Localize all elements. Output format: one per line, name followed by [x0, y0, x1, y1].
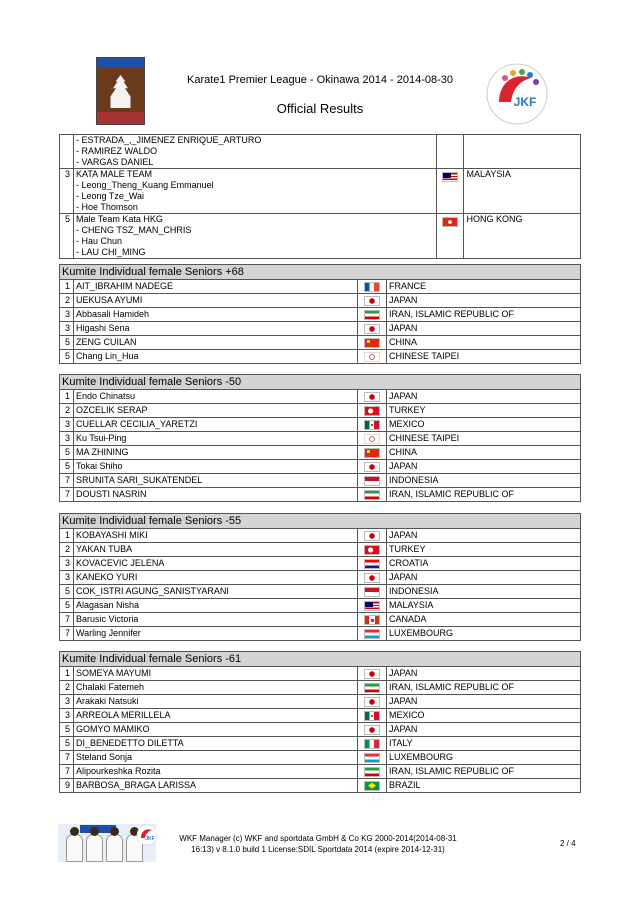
country-name: IRAN, ISLAMIC REPUBLIC OF — [387, 308, 581, 322]
jp-flag-icon — [364, 531, 380, 541]
result-row — [60, 765, 581, 779]
team-row — [60, 135, 581, 169]
rank-cell: 7 — [60, 751, 74, 765]
result-row — [60, 280, 581, 294]
team-member: - CHENG TSZ_MAN_CHRIS — [76, 225, 192, 235]
team-row — [60, 214, 581, 259]
rank-cell: 2 — [60, 404, 74, 418]
result-row — [60, 613, 581, 627]
athlete-name: Abbasali Hamideh — [74, 308, 358, 322]
rank-cell: 1 — [60, 667, 74, 681]
athlete-name: Chalaki Fatemeh — [74, 681, 358, 695]
id-flag-icon — [364, 476, 380, 486]
result-row — [60, 571, 581, 585]
event-poster-image — [96, 57, 145, 125]
team-member-name: ESTRADA_,_JIMENEZ ENRIQUE_ARTURO — [81, 135, 262, 145]
rank-cell: 5 — [60, 214, 74, 259]
flag-cell — [358, 779, 387, 793]
jkf-footer-logo — [136, 824, 158, 846]
athlete-name: Ku Tsui-Ping — [74, 432, 358, 446]
country-name: FRANCE — [387, 280, 581, 294]
country-cell: MALAYSIA — [464, 169, 581, 214]
athlete-name: Endo Chinatsu — [74, 390, 358, 404]
athlete-name: Arakaki Natsuki — [74, 695, 358, 709]
flag-cell — [358, 737, 387, 751]
country-name: MEXICO — [387, 709, 581, 723]
rank-cell: 3 — [60, 695, 74, 709]
athlete-name: Tokai Shiho — [74, 460, 358, 474]
rank-cell: 3 — [60, 169, 74, 214]
rank-cell: 5 — [60, 350, 74, 364]
team-member-name: LAU CHI_MING — [81, 247, 146, 257]
jp-flag-icon — [364, 324, 380, 334]
country-name: IRAN, ISLAMIC REPUBLIC OF — [387, 765, 581, 779]
flag-cell — [358, 390, 387, 404]
athlete-name: SOMEYA MAYUMI — [74, 667, 358, 681]
athlete-name: KOVACEVIC JELENA — [74, 557, 358, 571]
rank-cell: 5 — [60, 723, 74, 737]
flag-cell — [358, 599, 387, 613]
result-row — [60, 474, 581, 488]
flag-cell — [437, 214, 464, 259]
country-name: INDONESIA — [387, 474, 581, 488]
result-row — [60, 460, 581, 474]
tr-flag-icon — [364, 545, 380, 555]
athlete-name: KOBAYASHI MIKI — [74, 529, 358, 543]
athlete-name: Alagasan Nisha — [74, 599, 358, 613]
result-row — [60, 779, 581, 793]
country-name: CHINA — [387, 446, 581, 460]
rank-cell: 7 — [60, 474, 74, 488]
result-row — [60, 322, 581, 336]
flag-cell — [358, 613, 387, 627]
athlete-name: Steland Sonja — [74, 751, 358, 765]
rank-cell: 3 — [60, 418, 74, 432]
athlete-name: MA ZHINING — [74, 446, 358, 460]
flag-cell — [358, 460, 387, 474]
flag-cell — [358, 557, 387, 571]
team-member: - Leong Tze_Wai — [76, 191, 145, 201]
rank-cell: 5 — [60, 460, 74, 474]
ir-flag-icon — [364, 767, 380, 777]
rank-cell: 7 — [60, 613, 74, 627]
country-name: JAPAN — [387, 667, 581, 681]
footer-line-1: WKF Manager (c) WKF and sportdata GmbH & Co KG 2000-2014(2014-08-31 — [179, 834, 457, 843]
section-title-row — [60, 514, 581, 529]
team-member-name: VARGAS DANIEL — [81, 157, 154, 167]
team-member: - RAMIREZ WALDO — [76, 146, 158, 156]
athlete-name: ARREOLA MERILLELA — [74, 709, 358, 723]
athlete-name: Barusic Victoria — [74, 613, 358, 627]
lu-flag-icon — [364, 753, 380, 763]
result-row — [60, 695, 581, 709]
flag-cell — [358, 404, 387, 418]
country-name: JAPAN — [387, 322, 581, 336]
country-name: JAPAN — [387, 695, 581, 709]
rank-cell: 5 — [60, 336, 74, 350]
rank-cell: 3 — [60, 557, 74, 571]
tr-flag-icon — [364, 406, 380, 416]
flag-cell — [358, 432, 387, 446]
rank-cell: 5 — [60, 599, 74, 613]
country-name: JAPAN — [387, 571, 581, 585]
svg-text:JKF: JKF — [145, 836, 155, 842]
result-row — [60, 543, 581, 557]
result-row — [60, 390, 581, 404]
ca-flag-icon — [364, 615, 380, 625]
result-row — [60, 446, 581, 460]
flag-cell — [358, 667, 387, 681]
result-row — [60, 585, 581, 599]
result-row — [60, 294, 581, 308]
athlete-name: Warling Jennifer — [74, 627, 358, 641]
svg-text:JKF: JKF — [513, 95, 537, 109]
team-member: - Leong_Theng_Kuang Emmanuel — [76, 180, 214, 190]
mx-flag-icon — [364, 711, 380, 721]
event-title: Karate1 Premier League - Okinawa 2014 - 2014-08-30 — [187, 74, 453, 86]
country-name: JAPAN — [387, 723, 581, 737]
page-number: 2 / 4 — [560, 839, 576, 848]
footer-text — [170, 833, 466, 855]
country-cell: HONG KONG — [464, 214, 581, 259]
country-name: MEXICO — [387, 418, 581, 432]
id-flag-icon — [364, 587, 380, 597]
br-flag-icon — [364, 781, 380, 791]
country-name: CHINESE TAIPEI — [387, 432, 581, 446]
team-member-name: Hoe Thomson — [81, 202, 138, 212]
result-row — [60, 667, 581, 681]
lu-flag-icon — [364, 629, 380, 639]
flag-cell — [358, 350, 387, 364]
rank-cell — [60, 135, 74, 169]
fr-flag-icon — [364, 282, 380, 292]
flag-cell — [358, 765, 387, 779]
team-cell — [74, 135, 437, 169]
section-title: Kumite Individual female Seniors -50 — [60, 375, 581, 390]
result-row — [60, 557, 581, 571]
jp-flag-icon — [364, 462, 380, 472]
jkf-logo — [485, 62, 549, 126]
flag-cell — [358, 446, 387, 460]
team-results-table — [59, 134, 581, 259]
rank-cell: 7 — [60, 765, 74, 779]
country-name: TURKEY — [387, 543, 581, 557]
country-name: CANADA — [387, 613, 581, 627]
flag-cell — [358, 529, 387, 543]
team-member-name: CHENG TSZ_MAN_CHRIS — [81, 225, 192, 235]
result-row — [60, 350, 581, 364]
athlete-name: DOUSTI NASRIN — [74, 488, 358, 502]
rank-cell: 5 — [60, 737, 74, 751]
flag-cell — [358, 723, 387, 737]
team-member: - LAU CHI_MING — [76, 247, 146, 257]
country-name: JAPAN — [387, 294, 581, 308]
team-name: Male Team Kata HKG — [76, 214, 163, 224]
rank-cell: 7 — [60, 627, 74, 641]
country-name: IRAN, ISLAMIC REPUBLIC OF — [387, 681, 581, 695]
flag-cell — [358, 474, 387, 488]
team-member-name: Leong_Theng_Kuang Emmanuel — [81, 180, 214, 190]
result-row — [60, 529, 581, 543]
result-row — [60, 709, 581, 723]
flag-cell — [358, 418, 387, 432]
rank-cell: 1 — [60, 529, 74, 543]
athlete-name: DI_BENEDETTO DILETTA — [74, 737, 358, 751]
flag-cell — [358, 681, 387, 695]
country-name: ITALY — [387, 737, 581, 751]
rank-cell: 1 — [60, 390, 74, 404]
result-row — [60, 488, 581, 502]
cn-flag-icon — [364, 448, 380, 458]
flag-cell — [358, 308, 387, 322]
flag-cell — [358, 585, 387, 599]
result-row — [60, 418, 581, 432]
athlete-name: KANEKO YURI — [74, 571, 358, 585]
result-row — [60, 737, 581, 751]
page-subtitle: Official Results — [276, 101, 364, 116]
rank-cell: 3 — [60, 322, 74, 336]
rank-cell: 3 — [60, 571, 74, 585]
athlete-name: SRUNITA SARI_SUKATENDEL — [74, 474, 358, 488]
team-member: - Hau Chun — [76, 236, 123, 246]
athlete-name: UEKUSA AYUMI — [74, 294, 358, 308]
results-section — [59, 651, 581, 793]
flag-cell — [358, 709, 387, 723]
tw-flag-icon — [364, 434, 380, 444]
country-name: LUXEMBOURG — [387, 751, 581, 765]
result-row — [60, 308, 581, 322]
result-row — [60, 336, 581, 350]
results-section — [59, 513, 581, 641]
result-row — [60, 627, 581, 641]
rank-cell: 5 — [60, 585, 74, 599]
athlete-name: COK_ISTRI AGUNG_SANISTYARANI — [74, 585, 358, 599]
flag-cell — [358, 336, 387, 350]
it-flag-icon — [364, 739, 380, 749]
country-name: BRAZIL — [387, 779, 581, 793]
country-name: CHINESE TAIPEI — [387, 350, 581, 364]
rank-cell: 3 — [60, 432, 74, 446]
result-row — [60, 723, 581, 737]
country-name: CHINA — [387, 336, 581, 350]
flag-cell — [358, 751, 387, 765]
team-cell — [74, 169, 437, 214]
rank-cell: 2 — [60, 681, 74, 695]
rank-cell: 3 — [60, 709, 74, 723]
rank-cell: 9 — [60, 779, 74, 793]
jp-flag-icon — [364, 725, 380, 735]
footer-line-2: 16:13) v 8.1.0 build 1 License:SDIL Sportdata 2014 (expire 2014-12-31) — [191, 845, 445, 854]
rank-cell: 5 — [60, 446, 74, 460]
team-cell — [74, 214, 437, 259]
team-member: - VARGAS DANIEL — [76, 157, 154, 167]
flag-cell — [358, 543, 387, 557]
rank-cell: 3 — [60, 308, 74, 322]
result-row — [60, 404, 581, 418]
flag-cell — [358, 695, 387, 709]
section-title: Kumite Individual female Seniors -55 — [60, 514, 581, 529]
result-row — [60, 599, 581, 613]
athlete-name: CUELLAR CECILIA_YARETZI — [74, 418, 358, 432]
athlete-name: YAKAN TUBA — [74, 543, 358, 557]
country-name: LUXEMBOURG — [387, 627, 581, 641]
jp-flag-icon — [364, 697, 380, 707]
section-title-row — [60, 375, 581, 390]
athlete-name: AIT_IBRAHIM NADEGE — [74, 280, 358, 294]
country-name: IRAN, ISLAMIC REPUBLIC OF — [387, 488, 581, 502]
section-title: Kumite Individual female Seniors +68 — [60, 265, 581, 280]
hr-flag-icon — [364, 559, 380, 569]
country-cell — [464, 135, 581, 169]
country-name: JAPAN — [387, 390, 581, 404]
rank-cell: 2 — [60, 543, 74, 557]
flag-cell — [358, 280, 387, 294]
results-section — [59, 374, 581, 502]
team-member: - Hoe Thomson — [76, 202, 138, 212]
flag-cell — [358, 294, 387, 308]
country-name: JAPAN — [387, 529, 581, 543]
country-name: INDONESIA — [387, 585, 581, 599]
hk-flag-icon — [442, 217, 458, 227]
country-name: CROATIA — [387, 557, 581, 571]
result-row — [60, 751, 581, 765]
section-title: Kumite Individual female Seniors -61 — [60, 652, 581, 667]
rank-cell: 2 — [60, 294, 74, 308]
jp-flag-icon — [364, 669, 380, 679]
result-row — [60, 681, 581, 695]
jp-flag-icon — [364, 392, 380, 402]
rank-cell: 7 — [60, 488, 74, 502]
jp-flag-icon — [364, 296, 380, 306]
ir-flag-icon — [364, 310, 380, 320]
ir-flag-icon — [364, 490, 380, 500]
flag-cell — [358, 488, 387, 502]
athlete-name: Alipourkeshka Rozita — [74, 765, 358, 779]
flag-cell — [437, 169, 464, 214]
ir-flag-icon — [364, 683, 380, 693]
flag-cell — [437, 135, 464, 169]
team-name: KATA MALE TEAM — [76, 169, 153, 179]
athlete-name: OZCELIK SERAP — [74, 404, 358, 418]
section-title-row — [60, 652, 581, 667]
country-name: JAPAN — [387, 460, 581, 474]
cn-flag-icon — [364, 338, 380, 348]
team-member-name: Leong Tze_Wai — [81, 191, 145, 201]
athlete-name: GOMYO MAMIKO — [74, 723, 358, 737]
athlete-name: Higashi Sena — [74, 322, 358, 336]
tw-flag-icon — [364, 352, 380, 362]
my-flag-icon — [442, 172, 458, 182]
country-name: MALAYSIA — [387, 599, 581, 613]
my-flag-icon — [364, 601, 380, 611]
team-member: - ESTRADA_,_JIMENEZ ENRIQUE_ARTURO — [76, 135, 262, 145]
country-name: TURKEY — [387, 404, 581, 418]
rank-cell: 1 — [60, 280, 74, 294]
flag-cell — [358, 322, 387, 336]
results-section — [59, 264, 581, 364]
mx-flag-icon — [364, 420, 380, 430]
athlete-name: ZENG CUILAN — [74, 336, 358, 350]
athlete-name: Chang Lin_Hua — [74, 350, 358, 364]
result-row — [60, 432, 581, 446]
athlete-name: BARBOSA_BRAGA LARISSA — [74, 779, 358, 793]
section-title-row — [60, 265, 581, 280]
team-row — [60, 169, 581, 214]
flag-cell — [358, 627, 387, 641]
jp-flag-icon — [364, 573, 380, 583]
team-member-name: Hau Chun — [81, 236, 123, 246]
team-member-name: RAMIREZ WALDO — [81, 146, 158, 156]
flag-cell — [358, 571, 387, 585]
